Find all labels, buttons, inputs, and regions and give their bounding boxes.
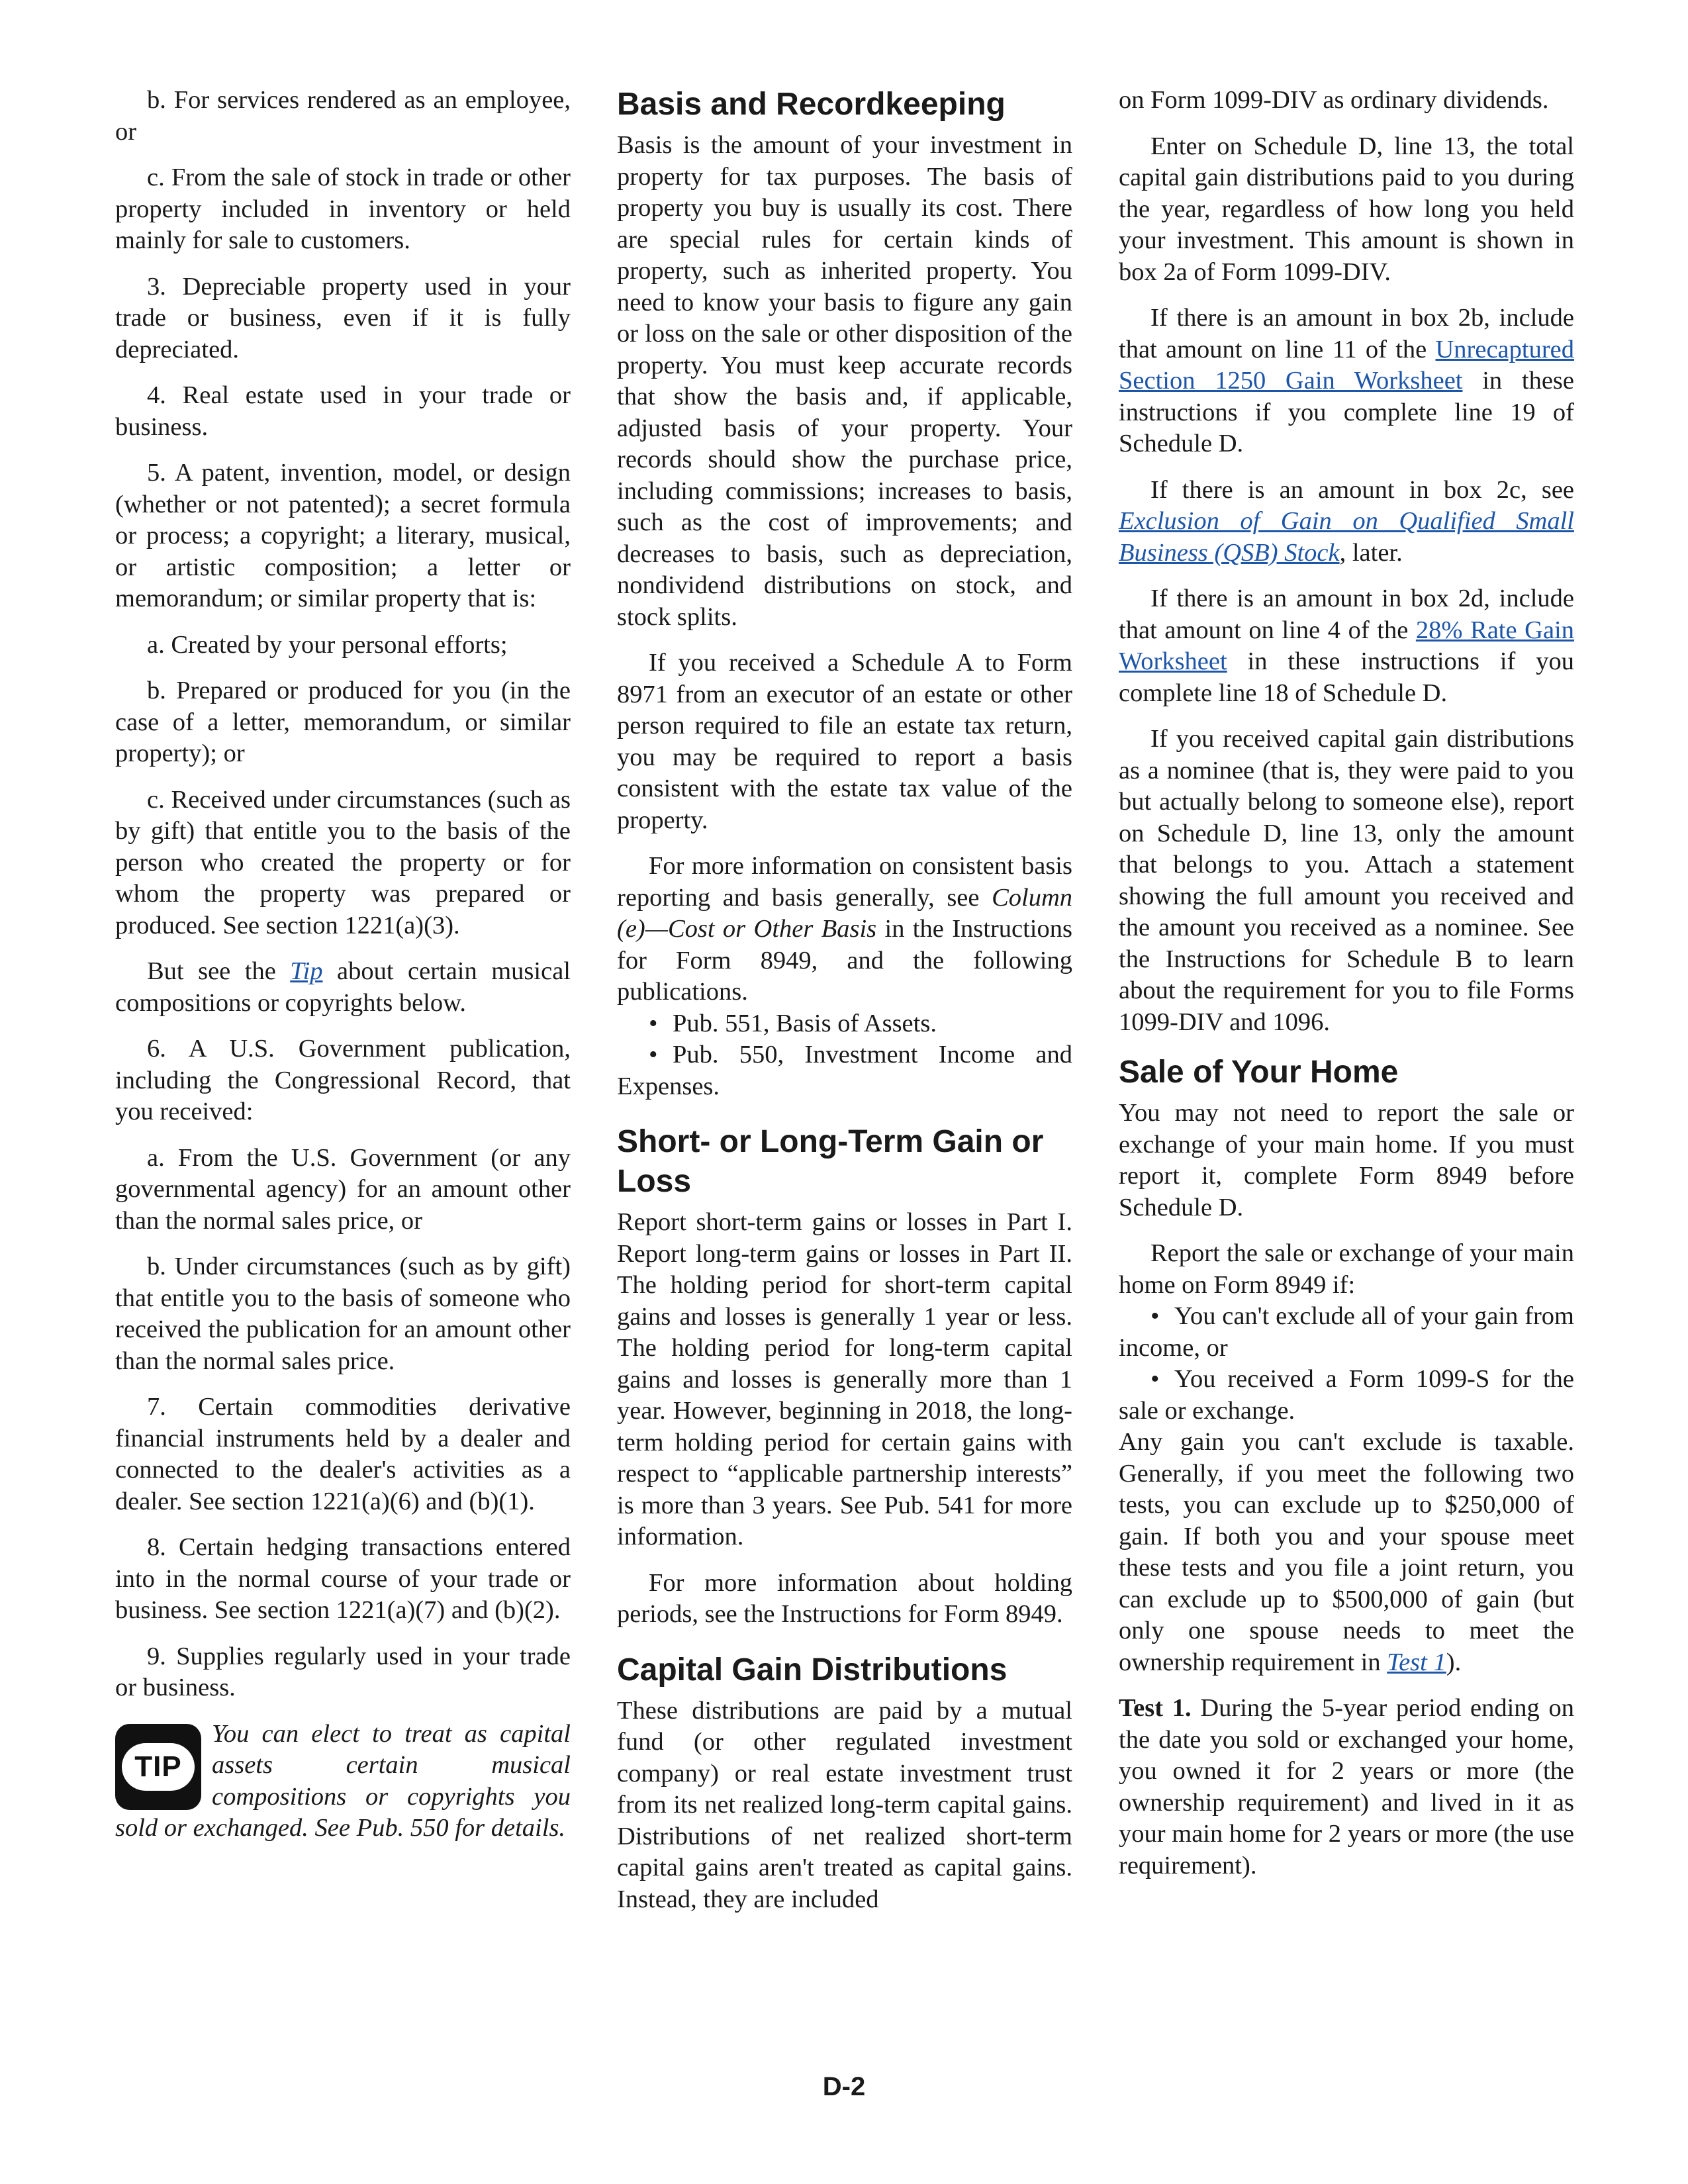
paragraph: Report the sale or exchange of your main home on Form 8949 if:: [1119, 1239, 1574, 1299]
bullet-item: [1119, 1301, 1574, 1364]
tip-box: [115, 1719, 571, 1844]
section-heading: Basis and Recordkeeping: [617, 87, 1006, 122]
paragraph: 7. Certain commodities derivative financial instruments held by a dealer and connected to the dealer's activities as a dealer. See section 1221(a)(6) and (b)(1).: [115, 1393, 571, 1515]
paragraph: [1119, 1427, 1574, 1678]
paragraph: [1119, 1693, 1574, 1881]
paragraph: b. Under circumstances (such as by gift) that entitle you to the basis of someone who received the publication for an amount other than the normal sales price.: [115, 1253, 571, 1375]
paragraph: 3. Depreciable property used in your trade or business, even if it is fully depreciated.: [115, 272, 571, 363]
paragraph: b. For services rendered as an employee, or: [115, 86, 571, 146]
paragraph: You may not need to report the sale or exchange of your main home. If you must report it, complete Form 8949 before Schedule D.: [1119, 1099, 1574, 1221]
text: Any gain you can't exclude is taxable. Generally, if you meet the following two tests, you can exclude up to $250,000 of gain. If both you and your spouse meet these tests and you file a joint return, you can exclude up to $500,000 of gain (but only one spouse needs to meet the ownership requirement in: [1119, 1428, 1574, 1676]
bullet-icon: •: [649, 1009, 658, 1037]
text: For more information on consistent basis reporting and basis generally, see: [617, 852, 1072, 912]
paragraph: Report short-term gains or losses in Part I. Report long-term gains or losses in Part II. The holding period for short-term capital gains and losses is generally 1 year or less. The holding period for long-term capital gains and losses is generally more than 1 year. However, beginning in 2018, the long-term holding period for certain gains with respect to “applicable partnership interests” is more than 3 years. See Pub. 541 for more information.: [617, 1208, 1072, 1550]
text: But see the: [147, 957, 291, 985]
text: in these instructions if you complete line 19 of Schedule D.: [1119, 367, 1574, 457]
paragraph: c. Received under circumstances (such as by gift) that entitle you to the basis of the person who created the property or for whom the property was prepared or produced. See section 1221(a)(3).: [115, 785, 571, 939]
paragraph: For more information about holding periods, see the Instructions for Form 8949.: [617, 1568, 1072, 1628]
test-label: Test 1.: [1119, 1694, 1192, 1722]
paragraph: a. Created by your personal efforts;: [147, 630, 508, 659]
paragraph: [1119, 475, 1574, 569]
bullet-icon: •: [649, 1041, 658, 1068]
test-1-link[interactable]: Test 1: [1387, 1648, 1446, 1676]
bullet-item: [1119, 1364, 1574, 1427]
paragraph: 9. Supplies regularly used in your trade or business.: [115, 1642, 571, 1701]
paragraph: 5. A patent, invention, model, or design (whether or not patented); a secret formula or process; a copyright; a literary, musical, or artistic composition; a letter or memorandum; or similar property that is:: [115, 459, 571, 612]
unrecaptured-1250-worksheet-link[interactable]: Unrecaptured Section 1250 Gain Worksheet: [1119, 335, 1574, 395]
paragraph: [1119, 583, 1574, 709]
paragraph: These distributions are paid by a mutual fund (or other regulated investment company) or real estate investment trust from its net realized long-term capital gains. Distributions of net realized short-term capital gains aren't treated as capital gains. Instead, they are included: [617, 1696, 1072, 1913]
paragraph: b. Prepared or produced for you (in the case of a letter, memorandum, or similar property); or: [115, 677, 571, 767]
bullet-icon: •: [1150, 1365, 1160, 1393]
bullet-text: Pub. 551, Basis of Assets.: [673, 1009, 937, 1037]
text: about certain musical compositions or copyrights below.: [115, 957, 571, 1017]
bullet-text: You received a Form 1099-S for the sale or exchange.: [1119, 1365, 1574, 1425]
bullet-item: [617, 1039, 1072, 1102]
paragraph: [1119, 303, 1574, 460]
page-number: D-2: [822, 2072, 866, 2101]
column-left: [115, 85, 571, 1844]
paragraph: on Form 1099-DIV as ordinary dividends.: [1119, 86, 1549, 114]
tip-link[interactable]: Tip: [290, 957, 323, 985]
tip-icon: [115, 1724, 201, 1810]
tip-icon-label: TIP: [122, 1743, 195, 1791]
paragraph: 8. Certain hedging transactions entered into in the normal course of your trade or business. See section 1221(a)(7) and (b)(2).: [115, 1533, 571, 1624]
text: , later.: [1339, 538, 1403, 567]
paragraph: [617, 851, 1072, 1008]
column-middle: [617, 85, 1072, 1930]
qsb-stock-exclusion-link[interactable]: Exclusion of Gain on Qualified Small Business (QSB) Stock: [1119, 507, 1574, 567]
bullet-text: Pub. 550, Investment Income and Expenses.: [617, 1041, 1072, 1100]
text: If there is an amount in box 2d, include that amount on line 4 of the: [1119, 585, 1574, 644]
section-heading: Short- or Long-Term Gain or Loss: [617, 1124, 1044, 1199]
paragraph: 6. A U.S. Government publication, including the Congressional Record, that you received:: [115, 1035, 571, 1125]
text: During the 5-year period ending on the date you sold or exchanged your home, you owned it for 2 years or more (the ownership requirement) and lived in it as your main home for 2 years or more (the use requirement).: [1119, 1694, 1574, 1879]
italic-reference: Column (e)—Cost or Other Basis: [617, 883, 1072, 943]
text: in these instructions if you complete line 18 of Schedule D.: [1119, 647, 1574, 707]
text: If there is an amount in box 2b, include that amount on line 11 of the: [1119, 304, 1574, 363]
bullet-item: [617, 1008, 1072, 1040]
paragraph: Enter on Schedule D, line 13, the total capital gain distributions paid to you during the year, regardless of how long you held your investment. This amount is shown in box 2a of Form 1099-DIV.: [1119, 132, 1574, 286]
section-heading: Capital Gain Distributions: [617, 1652, 1008, 1687]
paragraph: If you received capital gain distributions as a nominee (that is, they were paid to you but actually belong to someone else), report on Schedule D, line 13, only the amount that belongs to you. Attach a statement showing the full amount you received and the amount you received as a nominee. See the Instructions for Schedule B to learn about the requirement for you to file Forms 1099-DIV and 1096.: [1119, 725, 1574, 1036]
text: in the Instructions for Form 8949, and the following publications.: [617, 915, 1072, 1006]
column-right: [1119, 85, 1574, 1896]
rate-gain-worksheet-link[interactable]: 28% Rate Gain Worksheet: [1119, 616, 1574, 675]
paragraph: 4. Real estate used in your trade or business.: [115, 381, 571, 441]
paragraph: Basis is the amount of your investment in property for tax purposes. The basis of property you buy is usually its cost. There are special rules for certain kinds of property, such as inherited property. You need to know your basis to figure any gain or loss on the sale or other disposition of the property. You must keep accurate records that show the basis and, if applicable, adjusted basis of your property. Your records should show the purchase price, including commissions; increases to basis, such as the cost of improvements; and decreases to basis, such as depreciation, nondividend distributions on stock, and stock splits.: [617, 131, 1072, 631]
text: If there is an amount in box 2c, see: [1150, 475, 1574, 504]
bullet-icon: •: [1150, 1302, 1160, 1330]
paragraph: [115, 956, 571, 1019]
section-heading: Sale of Your Home: [1119, 1055, 1399, 1090]
text: ).: [1446, 1648, 1462, 1676]
tip-text: You can elect to treat as capital assets certain musical compositions or copyrights you sold or exchanged. See Pub. 550 for details.: [115, 1719, 571, 1842]
bullet-text: You can't exclude all of your gain from income, or: [1119, 1302, 1574, 1362]
paragraph: If you received a Schedule A to Form 8971 from an executor of an estate or other person required to file an estate tax return, you may be required to report a basis consistent with the estate tax value of the property.: [617, 649, 1072, 834]
paragraph: a. From the U.S. Government (or any governmental agency) for an amount other than the normal sales price, or: [115, 1143, 571, 1235]
paragraph: c. From the sale of stock in trade or other property included in inventory or held mainly for sale to customers.: [115, 164, 571, 254]
